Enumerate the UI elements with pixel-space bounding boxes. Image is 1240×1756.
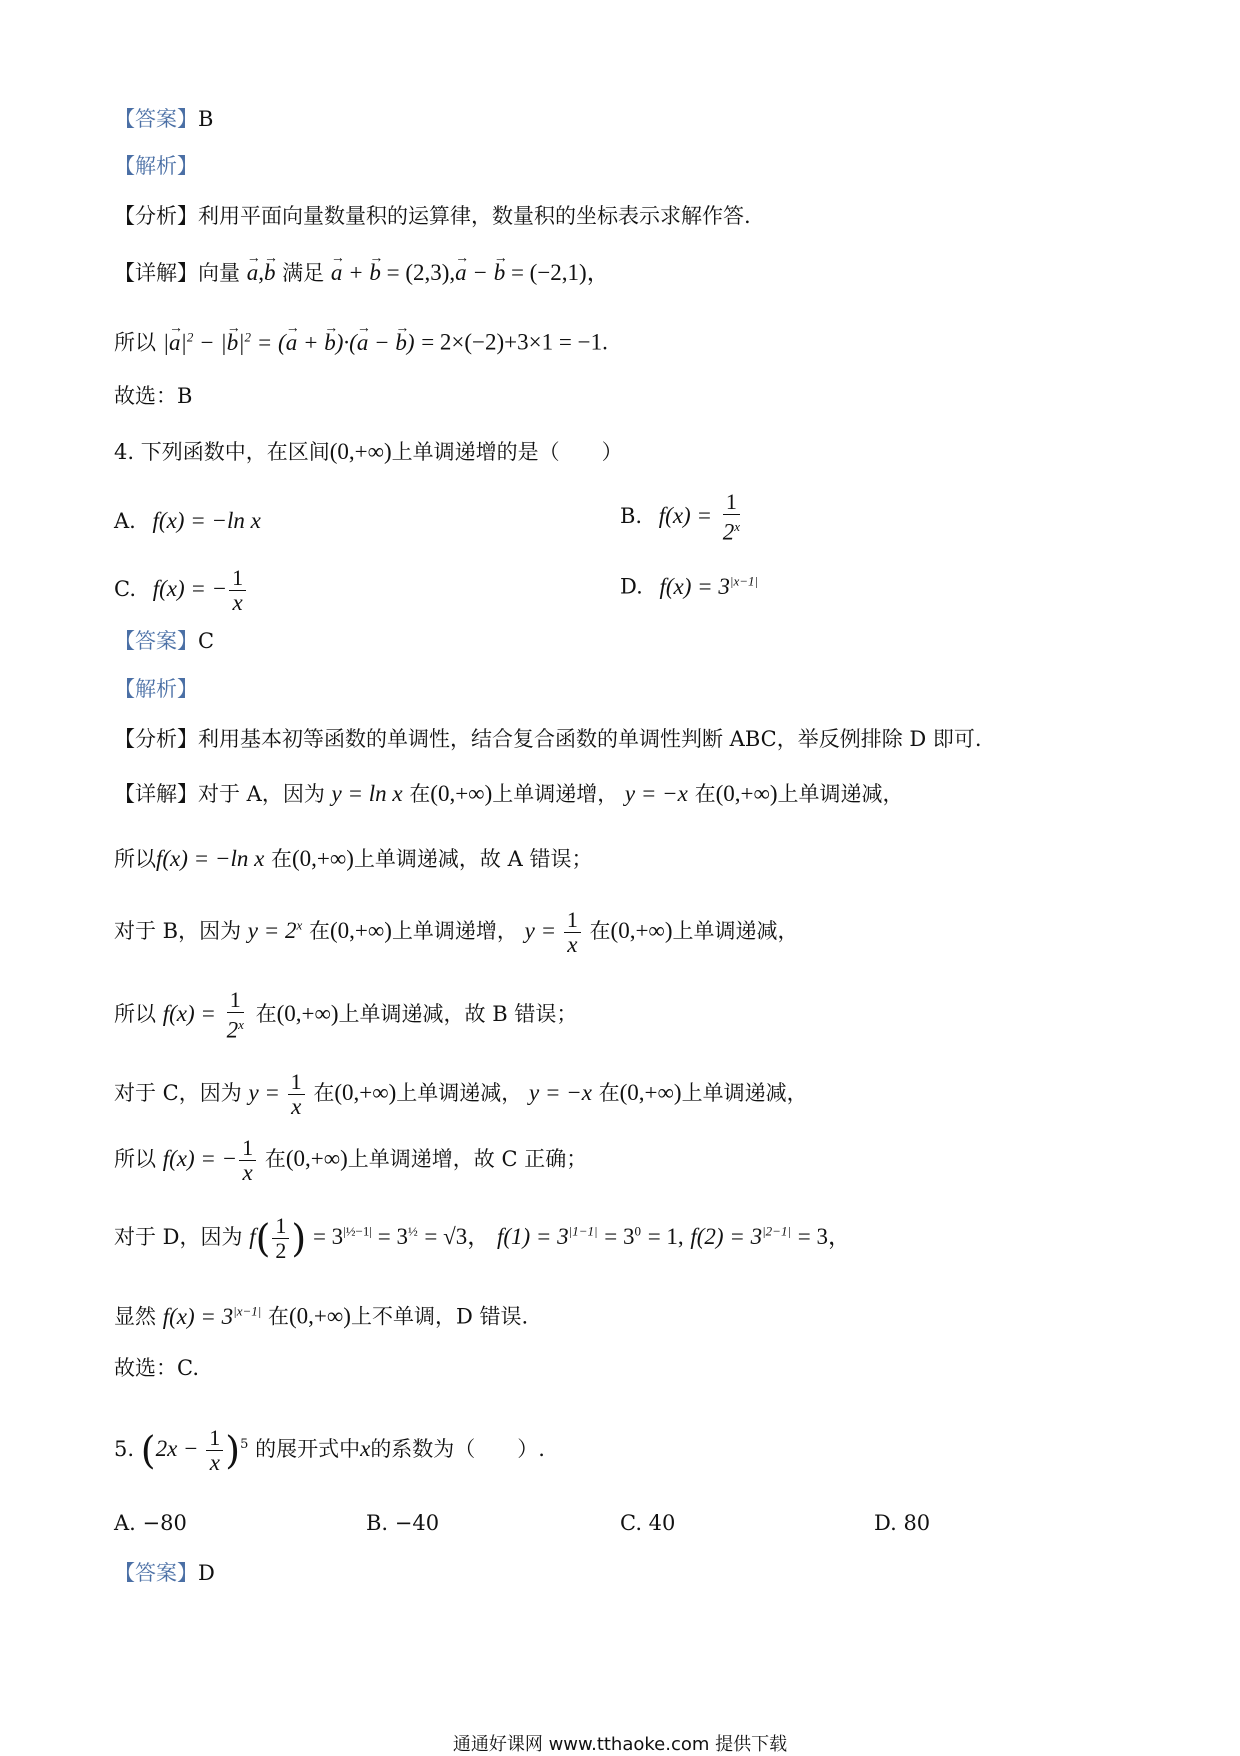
q4-a1-lead: 对于 A，因为 <box>198 782 325 806</box>
q4-option-d: D. $f(x) = 3^{|x-1|}$ <box>620 573 759 599</box>
q5-stem-c: 的系数为（ ）. <box>370 1437 545 1461</box>
q4-stem-a: 下列函数中，在区间 <box>140 440 330 464</box>
q4-c2-conc: 上单调递增，故 C 正确； <box>347 1147 588 1171</box>
q4-d2-conc: 上不单调，D 错误. <box>350 1304 529 1329</box>
q4-option-b: B. f(x) = $\frac{1}{2^x}$ <box>620 489 741 545</box>
q4-option-d-label: D. <box>620 574 643 599</box>
q4-detail-c1: 对于 C，因为 y = $\frac{1}{x}$ 在(0,+∞)上单调递减， y = −x 在(0,+∞)上单调递减， <box>114 1069 808 1119</box>
q4-d1-f1b: = 3 <box>604 1224 635 1249</box>
q4-option-a-expr: f(x) = −ln x <box>152 508 261 533</box>
q5-stem: 5. (2x − $\frac{1}{x}$ )$^5$ 的展开式中x的系数为（ ）. <box>114 1425 545 1475</box>
q4-d1-val: = √3， <box>424 1224 491 1249</box>
q4-fenxi-line <box>114 724 982 754</box>
q4-b1-dec: 上单调递减， <box>672 919 799 943</box>
q3-answer-line <box>114 104 213 134</box>
detail-tag: 【详解】 <box>114 261 198 285</box>
q4-detail-c2: 所以 f(x) = − $\frac{1}{x}$ 在(0,+∞)上单调递增，故 C 正确； <box>114 1135 588 1185</box>
q5-option-b: B. −40 <box>366 1511 440 1535</box>
q3-cond-2: (−2,1)， <box>529 260 610 285</box>
q4-detail-a1: 【详解】对于 A，因为 y = ln x 在(0,+∞)上单调递增， y = −x 在(0,+∞)上单调递减， <box>114 781 904 806</box>
q4-fenxi-text: 利用基本初等函数的单调性，结合复合函数的单调性判断 ABC，举反例排除 D 即可. <box>198 727 982 751</box>
q4-detail-d1: 对于 D，因为 f( $\frac{1}{2}$ ) = $3^{|\frac{1}{2}-1|} = 3^{\frac{1}{2}} = √3$， $f(1) = 3^{|1-1|} = 3^0 = 1$, $f(2) = 3^{|2-1|} = 3$， <box>114 1213 851 1263</box>
fenxi-tag: 【分析】 <box>114 727 198 751</box>
q5-answer-line <box>114 1558 215 1588</box>
q4-a1-in: 在 <box>409 782 431 806</box>
q3-line2-expr: = 2×(−2)+3×1 = −1. <box>421 329 608 355</box>
q4-answer-line <box>114 626 214 656</box>
q5-option-a: A. −80 <box>114 1511 187 1535</box>
q4-d1-lead: 对于 D，因为 <box>114 1225 243 1249</box>
q3-analysis-line <box>114 151 198 181</box>
q4-c2-lead: 所以 <box>114 1147 156 1171</box>
q5-option-c: C. 40 <box>620 1511 676 1535</box>
q3-cond-1: (2,3), <box>405 260 456 285</box>
page-footer: 通通好课网 www.tthaoke.com 提供下载 <box>452 1734 788 1755</box>
q4-c1-dec2: 上单调递减， <box>681 1081 808 1105</box>
q4-d1-f2: f(2) = 3 <box>690 1224 763 1249</box>
q3-detail-prefix: 向量 <box>198 261 240 285</box>
q3-fenxi-text: 利用平面向量数量积的运算律，数量积的坐标表示求解作答. <box>198 204 751 228</box>
q4-d1-f1: f(1) = 3 <box>496 1224 569 1249</box>
q4-detail-b2: 所以 f(x) = $\frac{1}{2^x}$ 在(0,+∞)上单调递减，故 B 错误； <box>114 987 578 1043</box>
q3-line2-prefix: 所以 <box>114 330 156 355</box>
q5-stem-b: 的展开式中 <box>255 1437 361 1461</box>
q3-fenxi-line <box>114 201 751 231</box>
q4-c1-dec: 上单调递减， <box>396 1081 523 1105</box>
q4-a1-dec: 上单调递减， <box>777 782 904 806</box>
q4-b1-func: y = 2 <box>247 918 297 943</box>
q4-detail-a2: 所以f(x) = −ln x 在(0,+∞)上单调递减，故 A 错误； <box>114 846 593 871</box>
q4-d2-lead: 显然 <box>114 1304 156 1329</box>
q4-b1-inc: 上单调递增， <box>391 919 518 943</box>
q4-stem-b: 上单调递增的是（ ） <box>391 440 623 464</box>
q4-c1-lead: 对于 C，因为 <box>114 1081 242 1105</box>
q4-a2-lead: 所以 <box>114 847 156 871</box>
q4-analysis-line <box>114 674 198 704</box>
q4-option-c: C. f(x) = − $\frac{1}{x}$ <box>114 566 248 615</box>
q4-a1-inc: 上单调递增， <box>492 782 619 806</box>
q5-number: 5. <box>114 1437 135 1461</box>
q4-c1-func2: y = −x <box>528 1080 592 1105</box>
q4-d1-f1c: = 1, <box>647 1224 684 1249</box>
q4-a2-conc: 上单调递减，故 A 错误； <box>353 847 593 871</box>
answer-tag: 【答案】 <box>114 1561 198 1585</box>
analysis-tag: 【解析】 <box>114 154 198 178</box>
q4-answer-value: C <box>198 629 215 653</box>
q3-detail-mid: 满足 <box>282 261 325 285</box>
fenxi-tag: 【分析】 <box>114 204 198 228</box>
q4-a2-func: f(x) = −ln x <box>156 846 265 871</box>
answer-tag: 【答案】 <box>114 107 198 131</box>
q4-b2-conc: 上单调递减，故 B 错误； <box>338 1001 578 1026</box>
q4-a1-func2: y = −x <box>624 781 688 806</box>
q4-pick: 故选：C. <box>114 1356 199 1380</box>
q4-number: 4. <box>114 440 135 464</box>
q5-stem-x: x <box>360 1436 371 1461</box>
q4-option-a-label: A. <box>114 509 136 533</box>
q4-detail-d2: 显然 $f(x) = 3^{|x-1|}$ 在(0,+∞)上不单调，D 错误. <box>114 1303 529 1329</box>
q4-detail-b1: 对于 B，因为 $y = 2^x$ 在(0,+∞)上单调递增， y = $\frac{1}{x}$ 在(0,+∞)上单调递减， <box>114 907 799 957</box>
q5-answer-value: D <box>198 1561 215 1585</box>
detail-tag: 【详解】 <box>114 782 198 806</box>
q3-detail-line: 【详解】向量 → a,→ b 满足 → a + → b = (2,3),→ a − → b = (−2,1)， <box>114 258 610 288</box>
q4-d1-f2b: = 3， <box>797 1224 851 1249</box>
answer-tag: 【答案】 <box>114 629 198 653</box>
q4-option-c-label: C. <box>114 577 136 601</box>
q4-interval: (0,+∞) <box>329 439 392 464</box>
q4-option-b-label: B. <box>620 503 643 528</box>
q4-b2-lead: 所以 <box>114 1001 156 1026</box>
q3-answer-value: B <box>198 107 214 131</box>
analysis-tag: 【解析】 <box>114 677 198 701</box>
q4-stem <box>114 437 623 467</box>
q4-b1-lead: 对于 B，因为 <box>114 919 242 943</box>
q5-option-d: D. 80 <box>874 1511 931 1535</box>
q3-pick: 故选：B <box>114 384 193 408</box>
q3-line2: 所以 |→ $a|^2$ − |→ $b|^2$ = (→ a + → b)·(→ a − → b) = 2×(−2)+3×1 = −1. <box>114 322 608 358</box>
q4-a1-func: y = ln x <box>331 781 403 806</box>
q4-option-a <box>114 506 261 536</box>
